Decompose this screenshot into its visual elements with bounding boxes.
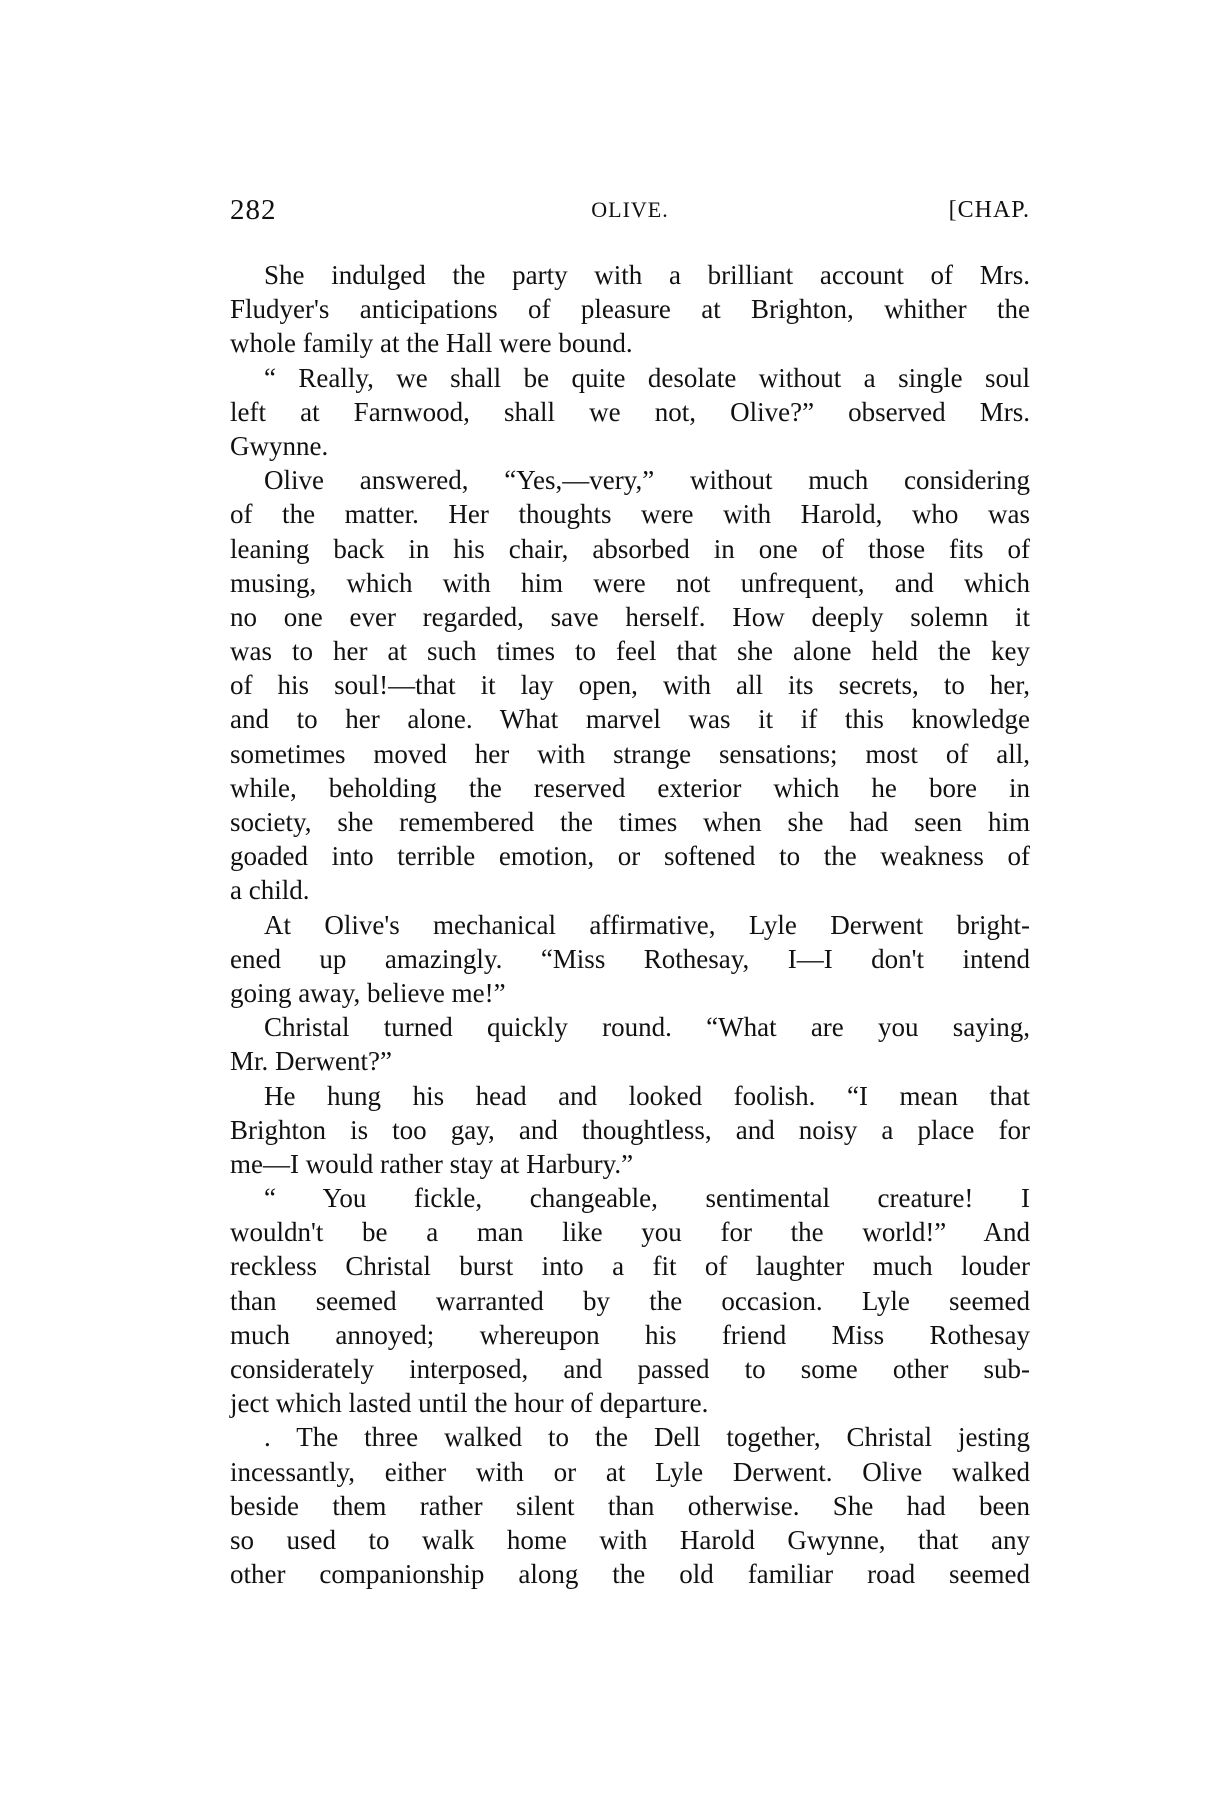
text-line: sometimes moved her with strange sensations; most of all, [230,738,1030,769]
text-line: whole family at the Hall were bound. [230,328,633,359]
text-line: than seemed warranted by the occasion. Lyle seemed [230,1285,1030,1316]
running-title: OLIVE. [591,197,669,222]
text-line: other companionship along the old familiar road seemed [230,1559,1030,1590]
text-line: Olive answered, “Yes,—very,” without much considering [264,465,1030,496]
text-line: so used to walk home with Harold Gwynne, that any [230,1524,1030,1555]
text-line: At Olive's mechanical affirmative, Lyle Derwent bright- [264,909,1030,940]
text-line: of the matter. Her thoughts were with Harold, who was [230,499,1030,530]
book-page [230,190,1030,1591]
text-line: ject which lasted until the hour of departure. [230,1388,709,1419]
text-line: society, she remembered the times when she had seen him [230,807,1030,837]
text-line: He hung his head and looked foolish. “I mean that [264,1080,1030,1111]
text-line: while, beholding the reserved exterior which he bore in [230,772,1030,803]
text-line: Christal turned quickly round. “What are you saying, [264,1012,1030,1043]
text-line: a child. [230,875,310,906]
text-line: much annoyed; whereupon his friend Miss Rothesay [230,1319,1030,1350]
running-head [230,190,1030,230]
chapter-mark: [CHAP. [948,197,1030,223]
text-line: musing, which with him were not unfrequent, and which [230,567,1030,598]
text-line: reckless Christal burst into a fit of laughter much louder [230,1251,1030,1282]
text-line: was to her at such times to feel that she alone held the key [230,636,1030,667]
text-line: me—I would rather stay at Harbury.” [230,1148,634,1179]
text-line: ened up amazingly. “Miss Rothesay, I—I don't intend [230,943,1030,974]
text-line: considerately interposed, and passed to some other sub- [230,1354,1030,1384]
text-line: no one ever regarded, save herself. How deeply solemn it [230,601,1030,632]
text-line: “ Really, we shall be quite desolate without a single soul [264,362,1030,393]
text-line: of his soul!—that it lay open, with all its secrets, to her, [230,670,1030,701]
text-line: Mr. Derwent?” [230,1046,392,1077]
text-line: goaded into terrible emotion, or softened to the weakness of [230,841,1030,872]
text-line: left at Farnwood, shall we not, Olive?” observed Mrs. [230,396,1030,427]
text-line: “ You fickle, changeable, sentimental creature! I [264,1183,1030,1214]
text-line: Fludyer's anticipations of pleasure at Brighton, whither the [230,294,1030,325]
page-number: 282 [230,194,277,226]
text-line: incessantly, either with or at Lyle Derwent. Olive walked [230,1456,1030,1487]
text-line: beside them rather silent than otherwise. She had been [230,1490,1030,1521]
text-line: Brighton is too gay, and thoughtless, and noisy a place for [230,1114,1030,1145]
body-text [230,258,1030,1591]
text-line: leaning back in his chair, absorbed in one of those fits of [230,533,1030,564]
text-line: and to her alone. What marvel was it if this knowledge [230,704,1030,735]
text-line: Gwynne. [230,430,329,461]
text-line: going away, believe me!” [230,977,506,1008]
text-line: She indulged the party with a brilliant account of Mrs. [264,260,1030,290]
text-line: wouldn't be a man like you for the world!” And [230,1217,1030,1248]
text-line: . The three walked to the Dell together, Christal jesting [264,1422,1030,1453]
